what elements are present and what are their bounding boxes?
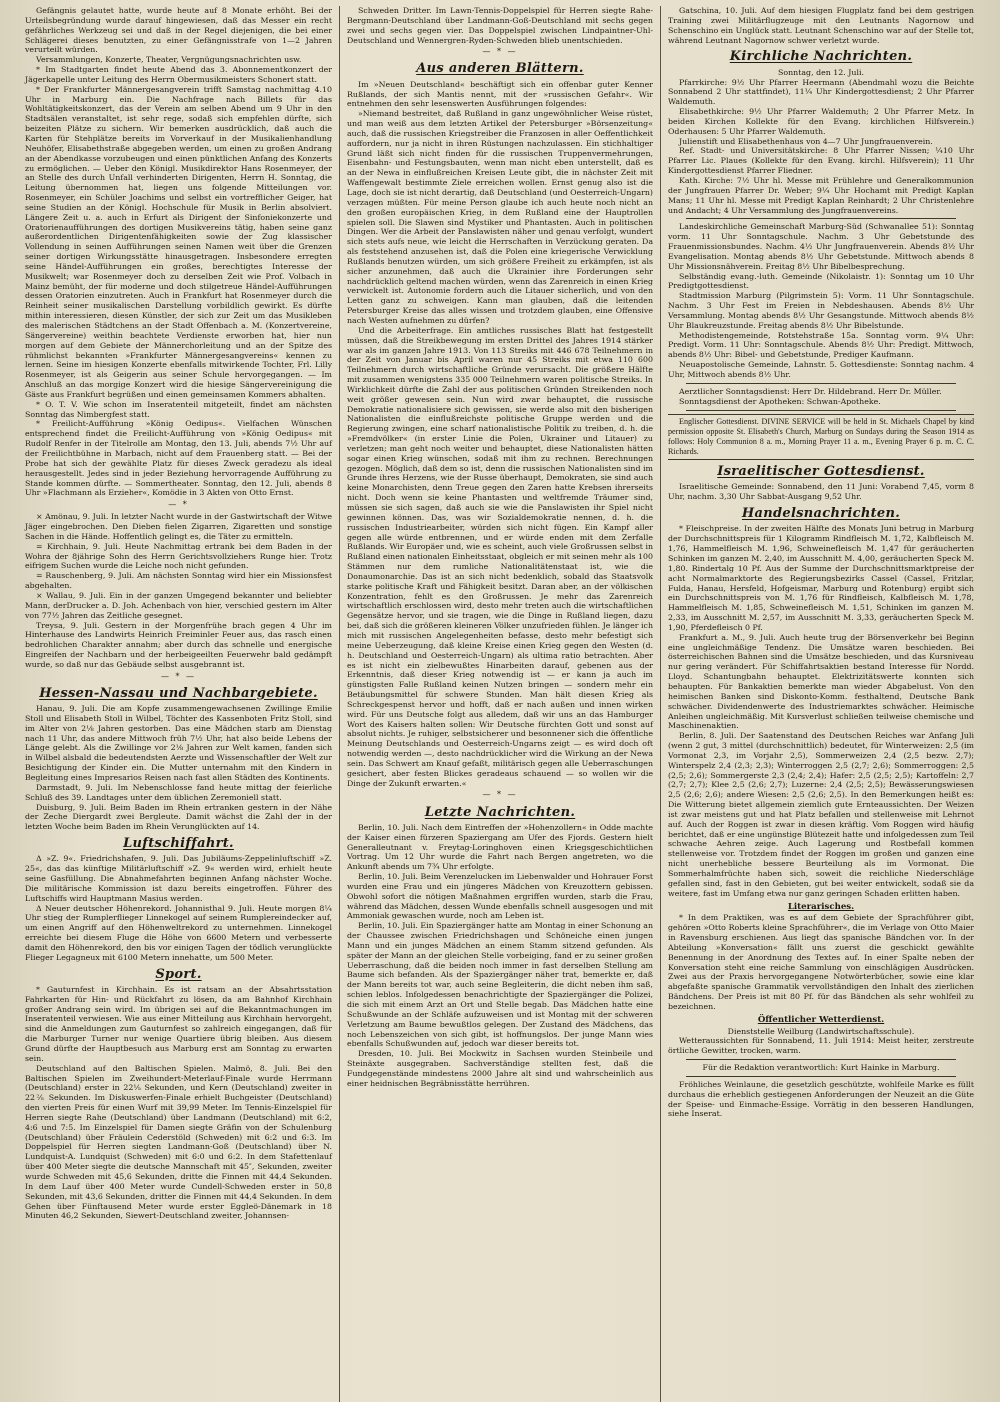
article-paragraph: Kath. Kirche: 7½ Uhr hl. Messe mit Frühlehre und Generalkommunion der Jungfrauen Pfarrer Dr. Weber; 9¼ Uhr Hochamt mit Predigt Kaplan Mans; 11 Uhr hl. Messe mit Predigt Kaplan Reinhardt; 2 Uhr Christenlehre und Andacht; 4 Uhr Versammlung des Jungfrauenvereins. [668, 175, 974, 215]
article-paragraph: Treysa, 9. Juli. Gestern in der Morgenfrühe brach gegen 4 Uhr im Hinterhause des Landwirts Heinrich Freiminler Feuer aus, das rasch einen bedrohlichen Charakter annahm; aber durch das schnelle und energische Eingreifen der Nachbarn und der herbeigeeilten Feuerwehr bald gedämpft wurde, so daß nur das Gebäude selbst ausgebrannt ist. [25, 620, 332, 669]
article-paragraph: Duisburg, 9. Juli. Beim Baden im Rhein ertranken gestern in der Nähe der Zeche Diergardt zwei Bergleute. Damit wächst die Zahl der in der letzten Woche beim Baden im Rhein Verunglückten auf 14. [25, 802, 332, 832]
article-paragraph: = Rauschenberg, 9. Juli. Am nächsten Sonntag wird hier ein Missionsfest abgehalten. [25, 571, 332, 591]
article-paragraph: Selbständig evang.-luth. Gemeinde (Nikolaistr. 1): Sonntag um 10 Uhr Predigtgottesdienst. [668, 271, 974, 291]
section-heading: Letzte Nachrichten. [424, 804, 576, 820]
article-paragraph: Δ »Z. 9«. Friedrichshafen, 9. Juli. Das Jubiläums-Zeppelinluftschiff »Z. 25«, das das künftige Militärluftschiff »Z. 9« werden wird, erhielt heute seine Gasfüllung. Die Abnahmefahrten beginnen Anfang nächster Woche. Die militärische Kommission ist dazu bereits eingetroffen. Führer des Luftschiffs wird Hauptmann Masius werden. [25, 854, 332, 903]
section-heading: Israelitischer Gottesdienst. [717, 464, 925, 480]
article-paragraph: Sonntagsdienst der Apotheken: Schwan-Apotheke. [679, 396, 881, 406]
article-paragraph: Berlin, 10. Juli. Nach dem Eintreffen der »Hohenzollern« in Odde machte der Kaiser einen fürzeren Spaziergang am Ufer des Fjords. Gestern hielt Generalleutnant v. Freytag-Loringhoven einen Kriegsgeschichtlichen Vortrag. Um 12 Uhr wurde die Fahrt nach Bergen angetreten, wo die Ankunft abends um 7¾ Uhr erfolgte. [347, 822, 653, 872]
article-paragraph: Gefängnis gelautet hatte, wurde heute auf 8 Monate erhöht. Bei der Urteilsbegründung wurde darauf hingewiesen, daß das Messer ein recht gefährliches Werkzeug sei und daß in der Regel diejenigen, die bei einer Schlägerei dieses benutzten, zu einer Gefängnisstrafe von 1—2 Jahren verurteilt würden. [25, 6, 332, 55]
article-paragraph: Wetteraussichten für Sonnabend, 11. Juli 1914: Meist heiter, zerstreute örtliche Gewitter, trocken, warm. [668, 1036, 974, 1056]
article-paragraph: Gatschina, 10. Juli. Auf dem hiesigen Flugplatz fand bei dem gestrigen Training zwei Militärflugzeuge mit den Leutnants Nagornow und Schenschino ein Unglück statt. Leutnant Schenschino war auf der Stelle tot, während Leutnant Nagornow schwer verletzt wurde. [668, 6, 974, 45]
divider [686, 410, 956, 411]
article-paragraph: * Gauturnfest in Kirchhain. Es ist ratsam an der Absahrtsstation Fahrkarten für Hin- und Rückfahrt zu lösen, da am Bahnhof Kirchhain großer Andrang sein wird. Im übrigen sei auf die Bekanntmachungen im Inseratenteil verwiesen. Wie aus einer Mitteilung aus Kirchhain hervorgeht, sind die Anmeldungen zum Gauturnfest so zahlreich eingegangen, daß für die Marburger Turner nur wenige Quartiere übrig bleiben. Aus diesem Grund dürfte der Hauptbesuch aus Marburg erst am Sonntag zu erwarten sein. [25, 984, 332, 1063]
article-paragraph: Methodistengemeinde, Rotstehstraße 15a. Sonntag vorm. 9¼ Uhr: Predigt. Vorm. 11 Uhr: Sonntagschule. Abends 8½ Uhr: Predigt. Mittwoch, abends 8½ Uhr: Bibel- und Gebetstunde, Prediger Kaufmann. [668, 330, 974, 360]
article-paragraph: Und die Arbeiterfrage. Ein amtliches russisches Blatt hat festgestellt müssen, daß die Streikbewegung im ersten Drittel des Jahres 1914 stärker war als im ganzen Jahre 1913. Von 113 Streiks mit 446 678 Teilnehmern in der Zeit von Januar bis April waren nur 45 Streiks mit etwa 110 600 Teilnehmern durch wirtschaftliche Gründe verursacht. Die größere Hälfte mit zusammen wenigstens 335 000 Teilnehmern waren politische Streiks. In Wirklichkeit dürfte die Zahl der aus politischen Gründen Streikenden noch weit größer gewesen sein. Nun wird zwar behauptet, die russische Demokratie nationalisiere sich gewissen, sie werde also mit den bisherigen Nationalisten die einflußreichste politische Gruppe werden und die Regierung zwingen, eine scharf nationalistische Politik zu treiben, d. h. die »Fremdvölker« (in erster Linie die Polen, Ukrainer und Litauer) zu verletzen; man geht noch weiter und behauptet, diese Nationalisten hätten sogar einen Krieg wünschen, sodaß mit ihm zu rechnen. Berechnungen gezogen. Möglich, daß dem so ist, denn die russischen Nationalisten sind im Grunde ihres Herzens, wie der Russe überhaupt, Demokraten, sie sind auch keine Monarchisten, denn Treue gegen den Zaren hatte Krebsen ihrerseits nicht. Doch wenn sie keine Phantasten und weltfremde Träumer sind, müssen sie sich sagen, daß auch sie wie die Panslawisten ihr Spiel nicht gewinnen können. Das, was wir Sozialdemokratie nennen, d. h. die russischen Industriearbeiter, würden sich nicht fügen. Ein Kampf aller gegen alle würde entbrennen, und er würde enden mit dem Zerfalle Rußlands. Wir Europäer und, wie es scheint, auch viele Großrussen selbst in Rußland einen nationalen Einheitsstaat, obgleich er mit seinen mehr als 100 Stämmen nur dem rumliche Nationalitätenstaat ist, wie die Donaumonarchie. Das ist an sich nicht bedenklich, sobald das Staatsvolk starke politische Kraft und Fähigkeit besitzt. Daran aber, an der völkischen Konzentration, fehlt es den Großrussen. Je mehr das Zarenreich wirtschaftlich erschlossen wird, desto mehr treten auch die wirtschaftlichen Gegensätze hervor, und sie tragen, wie die Dinge in Rußland liegen, dazu bei, daß sich die größeren kleineren Völker unzufrieden fühlen. Je länger ich mich mit russischen Angelegenheiten befasse, desto mehr befestigt sich meine Ueberzeugung, daß kleine Kreise einen Krieg gegen den Westen (d. h. Deutschland und Oesterreich-Ungarn) als ultima ratio betrachten. Aber es ist nicht ein zielbewußtes Hinarbeiten darauf, gebenen aus der Erkenntnis, daß dieser Krieg notwendig ist — er kann ja auch im günstigsten Falle Rußland keinen Nutzen bringen — sondern mehr ein Betäubungsmittel für schwere Stunden. Man hält diesen Krieg als Schreckgespenst hervor und hofft, daß er nach außen und innen wirken wird. Für uns Deutsche folgt aus alledem, daß wir uns an das Hamburger Wort des Kaisers halten sollen: Wir Deutsche fürchten Gott und sonst auf absolut nichts. Je ruhiger, selbstsicherer und besonnener sich die öffentliche Meinung Deutschlands und Oesterreich-Ungarns zeigt — es wird doch oft notwendig werden —, desto nachdrücklicher wird die Wirkung an der Newa sein. Das Schwert am Knauf gefaßt, militärisch gegen alle Ueberraschungen gesichert, aber festen Blickes geradeaus schauend — so wollen wir die Dinge der Zukunft erwarten.« [347, 325, 653, 788]
divider [686, 1076, 956, 1077]
article-paragraph: Δ Neuer deutscher Höhenrekord. Johannisthal 9. Juli. Heute morgen 8¼ Uhr stieg der Rumplerflieger Linnekogel auf seinem Rumplereindecker auf, um einen Angriff auf den Höhenweltrekord zu unternehmen. Linnekogel erreichte bei diesem Fluge die Höhe von 6600 Metern und verbesserte damit den Höhenrekord, den bis vor einigen Tagen der tödlich verunglückte Flieger Legagneux mit 6100 Metern innehatte, um 500 Meter. [25, 903, 332, 962]
article-paragraph: Berlin, 10. Juli. Ein Spaziergänger hatte am Montag in einer Schonung an der Chaussee zwischen Friedrichshagen und Schöneiche einen jungen Mann und ein junges Mädchen an einem Stamm sitzend gefunden. Als später der Mann an der gleichen Stelle vorbeiging, fand er zu seiner großen Ueberraschung, daß die beiden noch immer in fast derselben Stellung am Baume sich befanden. Als der Spaziergänger näher trat, bemerkte er, daß der Mann bereits tot war, auch seine Begleiterin, die dicht neben ihm saß, schien leblos. Infolgedessen benachrichtigte der Spaziergänger die Polizei, die sich mit einem Arzt an Ort und Stelle begab. Das Mädchen hatte eine Schußwunde an der Schläfe aufzuweisen und ist Montag mit der schweren Verletzung am Baume bewußtlos gelegen. Der Zustand des Mädchens, das noch Lebenszeichen von sich gibt, ist hoffnungslos. Der junge Mann wies ebenfalls Schußwunden auf, jedoch war dieser bereits tot. [347, 921, 653, 1049]
article-paragraph: Deutschland auf den Baltischen Spielen. Malmö, 8. Juli. Bei den Baltischen Spielen im Zweihundert-Meterlauf-Finale wurde Herrmann (Deutschland) erster in 22⅕ Sekunden, und Kern (Deutschland) zweiter in 22⅖ Sekunden. Im Diskuswerfen-Finale erhielt Buchgeister (Deutschland) den vierten Preis für einen Wurf mit 39,99 Meter. Im Tennis-Einzelspiel für Herren siegte Rahe (Deutschland) über Landmann (Deutschland) mit 6:2, 4:6 und 7:5. Im Einzelspiel für Damen siegte Gräfin von der Schulenburg (Deutschland) über Fräulein Cederstöld (Schweden) mit 6:2 und 6:3. Im Doppelspiel für Herren siegten Landmann-Goß (Deutschland) über N. Lundquist-A. Lundquist (Schweden) mit 6:0 und 6:2. In dem Stafettenlauf über 400 Meter siegte die deutsche Mannschaft mit 45″, Sekunden, zweiter wurde Schweden mit 45,6 Sekunden, dritte die Finnen mit 44,4 Sekunden. In dem Lauf über 400 Meter wurde Cundell-Schweden erster in 50,8 Sekunden, mit 43,6 Sekunden, dritter die Finnen mit 44,4 Sekunden. In dem Gehen über Fünftausend Meter wurde erster Eggleö-Dänemark in 18 Minuten 46,2 Sekunden, Siewert-Deutschland zweiter, Johannsen- [25, 1063, 332, 1221]
article-paragraph: Im »Neuen Deutschland« beschäftigt sich ein offenbar guter Kenner Rußlands, der sich Mantis nennt, mit der »russischen Gefahr«. Wir entnehmen den sehr lesenswerten Ausführungen folgendes: [347, 79, 653, 109]
article-paragraph: × Wallau, 9. Juli. Ein in der ganzen Umgegend bekannter und beliebter Mann, derDrucker a. D. Joh. Achenbach von hier, verschied gestern im Alter von 77½ Jahren das Zeitliche gesegnet. [25, 590, 332, 620]
article-paragraph: * O. T. V. Wie schon im Inseratenteil mitgeteilt, findet am nächsten Sonntag das Nimbergfest statt. [25, 399, 332, 419]
article-paragraph: Julienstift und Elisabethenhaus von 4—7 Uhr Jungfrauenverein. [679, 136, 933, 146]
article-paragraph: Frankfurt a. M., 9. Juli. Auch heute trug der Börsenverkehr bei Beginn eine ungleichmäßige Tendenz. Die Umsätze waren beschieden. Bei österreichischen Bahnen sind die Umsätze beschieden, und das Kursniveau nur gering verändert. Für Schiffahrtsaktien bestand Interesse für Nordd. Lloyd. Schantungbahn behauptet. Elektrizitätswerte konnten sich behaupten. Für Bankaktien bemerkte man wieder Abgabelust. Von den heimischen Banken sind Diskonto-Komm. festhaltend, Deutsche Bank schwächer. Dividendenwerte des Industriemarktes schwächer. Heimische Anleihen ungleichmäßig. Mit Kursverlust schließen teilweise chemische und Maschinenaktien. [668, 632, 974, 731]
article-paragraph: Neuapostolische Gemeinde, Lahnstr. 5. Gottesdienste: Sonntag nachm. 4 Uhr, Mittwoch abends 8½ Uhr. [668, 360, 974, 379]
article-paragraph: = Kirchhain, 9. Juli. Heute Nachmittag ertrank bei dem Baden in der Wohra der 8jährige Sohn des Herrn Gerichtsvollziehers Runge hier. Trotz eifrigem Suchen wurde die Leiche noch nicht gefunden. [25, 541, 332, 571]
article-paragraph: Landeskirchliche Gemeinschaft Marburg-Süd (Schwanallee 51): Sonntag vorm. 11 Uhr Sonntagschule. Nachm. 3 Uhr Gebetstunde des Frauenmissionsbundes. Nachm. 4½ Uhr Jungfrauenverein. Abends 8½ Uhr Evangelisation. Montag abends 8½ Uhr Gebetstunde. Mittwoch abends 8 Uhr Missionsnähverein. Freitag 8½ Uhr Bibelbesprechung. [668, 222, 974, 271]
centered-line: Dienststelle Weilburg (Landwirtschaftsschule). [727, 1026, 915, 1036]
article-paragraph: »Niemand bestreitet, daß Rußland in ganz ungewöhnlicher Weise rüstet, und man weiß aus dem letzten Artikel der Petersburger »Börsenzeitung« auch, daß die russischen Kriegstreiber die Franzosen in aller Oeffentlichkeit auffordern, nur ja nicht in ihren Rüstungen nachzulassen. Ein stichhaltiger Grund läßt sich nicht finden für die russischen Truppenvermehrungen, Eisenbahn- und Festungsbauten, wenn man nicht eben unterstellt, daß es an der Newa in einflußreichen Kreisen Leute gibt, die in nächster Zeit mit Waffengewalt bestimmte Ziele erreichen wollen. Ernst genug also ist die Lage, doch sie ist nicht derartig, daß Deutschland (und Oesterreich-Ungarn) verzagen müßten. Für meine Person glaube ich auch heute noch nicht an den großen europäischen Krieg, in dem Rußland eine der Hauptrollen spielen soll. Die Slawen sind Mystiker und Phantasten. Auch in politischen Dingen. Wer die Arbeit der Panslawisten näher und genau verfolgt, wundert sich stets aufs neue, wie leicht die Herrschaften in Verzückung geraten. Da als feststehend anzusehen ist, daß die Polen eine kriegerische Verwicklung Rußlands benutzen würden, um sich größere Freiheit zu erkämpfen, ist als sicher anzunehmen, daß auch die Ukrainier ihre Forderungen sehr nachdrücklich geltend machen würden, wenn das Zarenreich in einen Krieg verwickelt ist. Autonomie fordern auch die Litauer sicherlich, und von den Letten ganz zu schweigen. Kann man glauben, daß die leitenden Petersburger Kreise das alles wissen und trotzdem glauben, eine Offensive nach Westen aufnehmen zu dürfen? [347, 109, 653, 325]
article-paragraph: × Amönau, 9. Juli. In letzter Nacht wurde in der Gastwirtschaft der Witwe Jäger eingebrochen. Den Dieben fielen Zigarren, Zigaretten und sonstige Sachen in die Hände. Hoffentlich gelingt es, die Täter zu ermitteln. [25, 512, 332, 541]
article-paragraph: Dresden, 10. Juli. Bei Mockwitz in Sachsen wurden Steinbeile und Steinäxte ausgegraben. Sachverständige stellten fest, daß die Fundgegenstände mindestens 2000 Jahre alt sind und wahrscheinlich aus einer heidnischen Begräbnisstätte herrühren. [347, 1049, 653, 1088]
column-left [18, 6, 339, 1402]
column-middle [339, 6, 660, 1402]
sub-heading: Literarisches. [787, 901, 855, 912]
divider [686, 383, 956, 384]
article-paragraph: Stadtmission Marburg (Pilgrimstein 5): Vorm. 11 Uhr Sonntagschule. Nachm. 3 Uhr Fest im Freien in Nebdeshausen. Abends 8½ Uhr Versammlung. Montag abends 8½ Uhr Gesangstunde. Mittwoch abends 8½ Uhr Blaukreuzstunde. Freitag abends 8½ Uhr Bibelstunde. [668, 291, 974, 330]
article-paragraph: Darmstadt, 9. Juli. Im Nebenschlosse fand heute mittag der feierliche Schluß des 39. Landtages unter dem üblichen Zeremoniell statt. [25, 782, 332, 802]
separator-ornament: — * — [482, 790, 518, 800]
article-paragraph: * Fleischpreise. In der zweiten Hälfte des Monats Juni betrug in Marburg der Durchschnittspreis für 1 Kilogramm Rindfleisch M. 1,72, Kalbfleisch M. 1,76, Hammelfleisch M. 1,96, Schweinefleisch M. 1,47 für geräucherten Schinken im ganzen M. 2,40, im Ausschnitt M. 4,00, geräucherten Speck M. 1,80. Rindertalg 10 Pf. Aus der Summe der Durchschnittsmarktpreise der acht Normalmarktorte des Regierungsbezirks Cassel (Cassel, Fritzlar, Fulda, Hanau, Hersfeld, Hofgeismar, Marburg und Rotenburg) ergibt sich ein Durchschnittspreis von M. 1,76 für Rindfleisch, Kalbfleisch M. 1,78, Hammelfleisch M. 1,85, Schweinefleisch M. 1,51, Schinken im ganzen M. 2,33, im Ausschnitt M. 2,57, im Ausschnitt M. 3,33, geräucherten Speck M. 1,90, Pferdefleisch 0 Pf. [668, 524, 974, 632]
article-paragraph: Israelitische Gemeinde: Sonnabend, den 11 Juni: Vorabend 7,45, vorm 8 Uhr, nachm. 3,30 Uhr Sabbat-Ausgang 9,52 Uhr. [668, 482, 974, 502]
section-heading: Luftschiffahrt. [123, 836, 234, 852]
article-paragraph: * Freilicht-Aufführung »König Oedipus«. Vielfachen Wünschen entsprechend findet die Freilicht-Aufführung von »König Oedipus« mit Rudolf Renfer in der Titelrolle am Montag, den 13. Juli, abends 7½ Uhr auf der Freilichtbühne in Marbach, nicht auf dem Frauenberg statt. — Bei der Probe hat sich der gewählte Platz für dieses Zweck geradezu als ideal herausgestellt. Jedes sind in jeder Beziehung hervorragende Aufführung zu Stande kommen dürfte. — Sommertheater. Sonntag, den 12. Juli, abends 8 Uhr »Flachmann als Erzieher«, Komödie in 3 Akten von Otto Ernst. [25, 419, 332, 498]
article-paragraph: * Der Frankfurter Männergesangverein trifft Samstag nachmittag 4.10 Uhr in Marburg ein. Die Nachfrage nach Billets für das Wohltätigkeitskonzert, das der Verein am selben Abend um 9 Uhr in den Stadtsälen veranstaltet, ist sehr rege, sodaß sich empfehlen dürfte, sich beizeiten Plätze zu sichern. Wir bemerken ausdrücklich, daß auch die Karten für Stehplätze bereits im Vorverkauf in der Musikalienhandlung Neuhöfer, Elisabethstraße abgegeben werden, um einen zu großen Andrang an der Abendkasse vorzubeugen und einen pünktlichen Anfang des Konzerts zu ermöglichen. — Ueber den Königl. Musikdirektor Hans Rosenmeyer, der an Stelle des durch Unfall verhinderten Dirigenten, Herrn H. Sonntag, die Leitung übernommen hat, liegen uns folgende Mitteilungen vor. Rosenmeyer, ein Schüler Joachims und selbst ein vortrefflicher Geiger, hat seine Studien an der Königl. Hochschule für Musik in Berlin absolviert. Längere Zeit u. a. auch in Erfurt als Dirigent der Sinfoniekonzerte und Oratorienaufführungen des dortigen Musikvereins tätig, haben seine ganz außerordentlichen Dirigentenfähigkeiten sowie der Zug klassischer Vollendung in seinen Aufführungen seinen Namen weit über die Grenzen seiner dortigen Wirkungsstätte hinausgetragen. Insbesondere erregten seine Händel-Aufführungen ein großes, berechtigtes Interesse der Musikwelt; war Rosenmeyer doch zu derselben Zeit wie Prof. Volbach in Mainz bemüht, der für moderne und doch stilgetreue Händel-Aufführungen dessen Oratorien einzutreten. Auch in Frankfurt hat Rosenmeyer durch die Reinheit seiner musikalischen Darstellung vorbildlich gewirkt. Es dürfte mithin interessieren, diesen Künstler, der sich zur Zeit um das Musikleben des malerischen Städtchens an der Stadt Offenbach a. M. (Konzertvereine, Sängervereine) weithin beachtete Verdienste erworben hat, hier nun morgen auf dem Gebiete der Männerchorleitung und an der Spitze des rühmlichst bekannten »Frankfurter Männergesangvereins« kennen zu lernen. Seine im hiesigen Konzerte ebenfalls mitwirkende Tochter, Frl. Lilly Rosenmeyer, ist als Geigerin aus seiner Schule hervorgegangen. — Im Anschluß an das morgige Konzert wird die hiesige Sängervereinigung die Gäste aus Frankfurt begrüßen und einen gemeinsamen Kommers abhalten. [25, 84, 332, 399]
article-paragraph: Berlin, 10. Juli. Beim Verenzelucken im Liebenwalder und Hohrauer Forst wurden eine Frau und ein jüngeres Mädchen von Kreuzottern gebissen. Obwohl sofort die nötigen Maßnahmen ergriffen wurden, starb die Frau, während das Mädchen, dessen Wunde ebenfalls schnell ausgesogen und mit Ammoniak gewaschen wurde, noch am Leben ist. [347, 872, 653, 921]
section-heading: Hessen-Nassau und Nachbargebiete. [39, 685, 318, 701]
centered-line: Sonntag, den 12. Juli. [778, 67, 864, 77]
article-paragraph: Versammlungen, Konzerte, Theater, Vergnügungsnachrichten usw. [36, 55, 302, 65]
section-heading: Aus anderen Blättern. [416, 61, 584, 77]
article-paragraph: * Im Stadtgarten findet heute Abend das 3. Abonnementkonzert der Jägerkapelle unter Leitung des Herrn Obermusikmeisters Schonert statt. [25, 65, 332, 84]
article-paragraph: Berlin, 8. Juli. Der Saatenstand des Deutschen Reiches war Anfang Juli (wenn 2 gut, 3 mittel (durchschnittlich) bedeutet, für Winterweizen: 2,5 (im Vormonat 2,3, im Vorjahr 2,5), Sommerweizen 2,4 (2,5 bezw. 2,7); Winterspelz 2,4 (2,3; 2,3); Winterroggen 2,5 (2,7; 2,6); Sommerroggen: 2,5 (2,5; 2,6); Sommergerste 2,3 (2,4; 2,4); Hafer: 2,5 (2,5; 2,5); Kartoffeln: 2,7 (2,7; 2,7); Klee 2,5 (2,6; 2,7); Luzerne: 2,4 (2,5; 2,5); Bewässerungswiesen 2,5 (2,6; 2,6); andere Wiesen: 2,5 (2,6; 2,5). In den Bemerkungen heißt es: Die Witterung bietet allgemein ziemlich gute Ernteaussichten. Der Weizen ist zwar meistens gut und hat Platz befallen und stellenweise mit Lehrnot auf. Auch der Roggen ist zwar in diesen kräftig. Vom Roggen wird häufig berichtet, daß er eine ungünstige Blütezeit hatte und infolgedessen zum Teil schwache Aehren zeige. Auch Lagerung und Rostbefall kommen stellenweise vor. Trotzdem findet der Roggen im großen und ganzen eine nicht unerhebliche bessere Beurteilung als im Vormonat. Die Sommerhalmfrüchte haben sich, soweit die reichliche Niederschläge gefallen sind, fast in den Gebieten, gut bei weiter entwickelt, sodaß sie da weitere, fast im Umfang etwa nur ganz geringen Schaden erlitten haben. [668, 731, 974, 898]
section-heading: Kirchliche Nachrichten. [729, 49, 913, 65]
centered-line: Für die Redaktion verantwortlich: Kurt Hainke in Marburg. [702, 1063, 940, 1073]
article-paragraph: Elisabethkirche: 9½ Uhr Pfarrer Waldemuth; 2 Uhr Pfarrer Metz. In beiden Kirchen Kollekte für den Evang. kirchlichen Hilfsverein.) Oderhausen: 5 Uhr Pfarrer Waldemuth. [668, 107, 974, 136]
section-heading: Handelsnachrichten. [741, 506, 901, 522]
article-paragraph: Ref. Stadt- und Universitätskirche: 8 Uhr Pfarrer Nissen; ¼10 Uhr Pfarrer Lic. Plaues (Kollekte für den Evang. kirchl. Hilfsverein); 11 Uhr Kindergottesdienst Pfarrer Fliedner. [668, 146, 974, 176]
sub-heading: Öffentlicher Wetterdienst. [757, 1014, 885, 1025]
article-paragraph: * In dem Praktiken, was es auf dem Gebiete der Sprachführer gibt, gehören »Otto Roberts kleine Sprachführer«, die im Verlage von Otto Maier in Ravensburg erschienen. Aus liegt das spanische Bändchen vor. In der Abteilung »Konversation« fällt uns zuerst die geschickt gewählte Benennung in der Anordnung des Textes auf. In einer Spalte neben der Konversation steht eine reiche Sammlung von einschlägigen Ausdrücken. Zwei aus der Praxis hervorgegangene Notwörterbücher, sowie eine klar abgefaßte spanische Grammatik vervollständigen den Inhalt des zierlichen Bändchens. Der Preis ist mit 80 Pf. für das Bändchen als sehr wohlfeil zu bezeichnen. [668, 913, 974, 1011]
article-paragraph: Aerztlicher Sonntagsdienst: Herr Dr. Hildebrand. Herr Dr. Müller. [679, 386, 942, 396]
divider [686, 218, 956, 219]
separator-ornament: — * — [482, 47, 518, 57]
section-heading: Sport. [155, 966, 202, 982]
article-paragraph: Fröhliches Weinlaune, die gesetzlich geschützte, wohlfeile Marke es füllt durchaus die erheblich gestiegenen Anforderungen der Neuzeit an die Güte der Speise- und Einmache-Essige. Vorrätig in den besseren Handlungen, siehe Inserat. [668, 1079, 974, 1119]
separator-ornament: — * [168, 500, 189, 510]
article-paragraph: Schweden Dritter. Im Lawn-Tennis-Doppelspiel für Herren siegte Rahe-Bergmann-Deutschland über Landmann-Goß-Deutschland mit sechs gegen zwei und sechs gegen vier. Das Doppelspiel zwischen Lindpaintner-Uhl-Deutschland und Wennergren-Ryden-Schweden blieb unentschieden. [347, 6, 653, 45]
article-paragraph: Pfarrkirche: 9½ Uhr Pfarrer Heermann (Abendmahl wozu die Beichte Sonnabend 2 Uhr stattfindet), 11¼ Uhr Kindergottesdienst; 2 Uhr Pfarrer Waldemuth. [668, 77, 974, 107]
divider [686, 1059, 956, 1060]
article-paragraph: Hanau, 9. Juli. Die am Kopfe zusammengewachsenen Zwillinge Emilie Stoll und Elisabeth Stoll in Wilbel, Töchter des Kassenboten Fritz Stoll, sind im Alter von 2⅛ Jahren gestorben. Das eine Mädchen starb am Dienstag nach 11 Uhr, das andere Mittwoch früh 7½ Uhr, hat also beide Lebens der Länge gelebt. Als die Zwillinge vor 2⅛ Jahren zur Welt kamen, fanden sich in Wilbel alsbald die bedeutendsten Aerzte und Wissenschaftler der Welt zur Besichtigung der Kinder ein. Die Mutter unternahm mit den Kindern in Begleitung eines Impresarios Reisen nach fast allen Städten des Kontinents. [25, 704, 332, 782]
separator-ornament: — * — [160, 671, 197, 681]
english-notice: Englischer Gottesdienst. DIVINE SERVICE will be held in St. Michaels Chapel by kind permission opposite St. Elisabeth's Church, Marburg on Sundays during the Season 1914 as follows: Holy Communion 8 a. m., Morning Prayer 11 a. m., Evening Prayer 6 p. m. C. C. Richards. [668, 414, 974, 461]
column-right [660, 6, 981, 1402]
